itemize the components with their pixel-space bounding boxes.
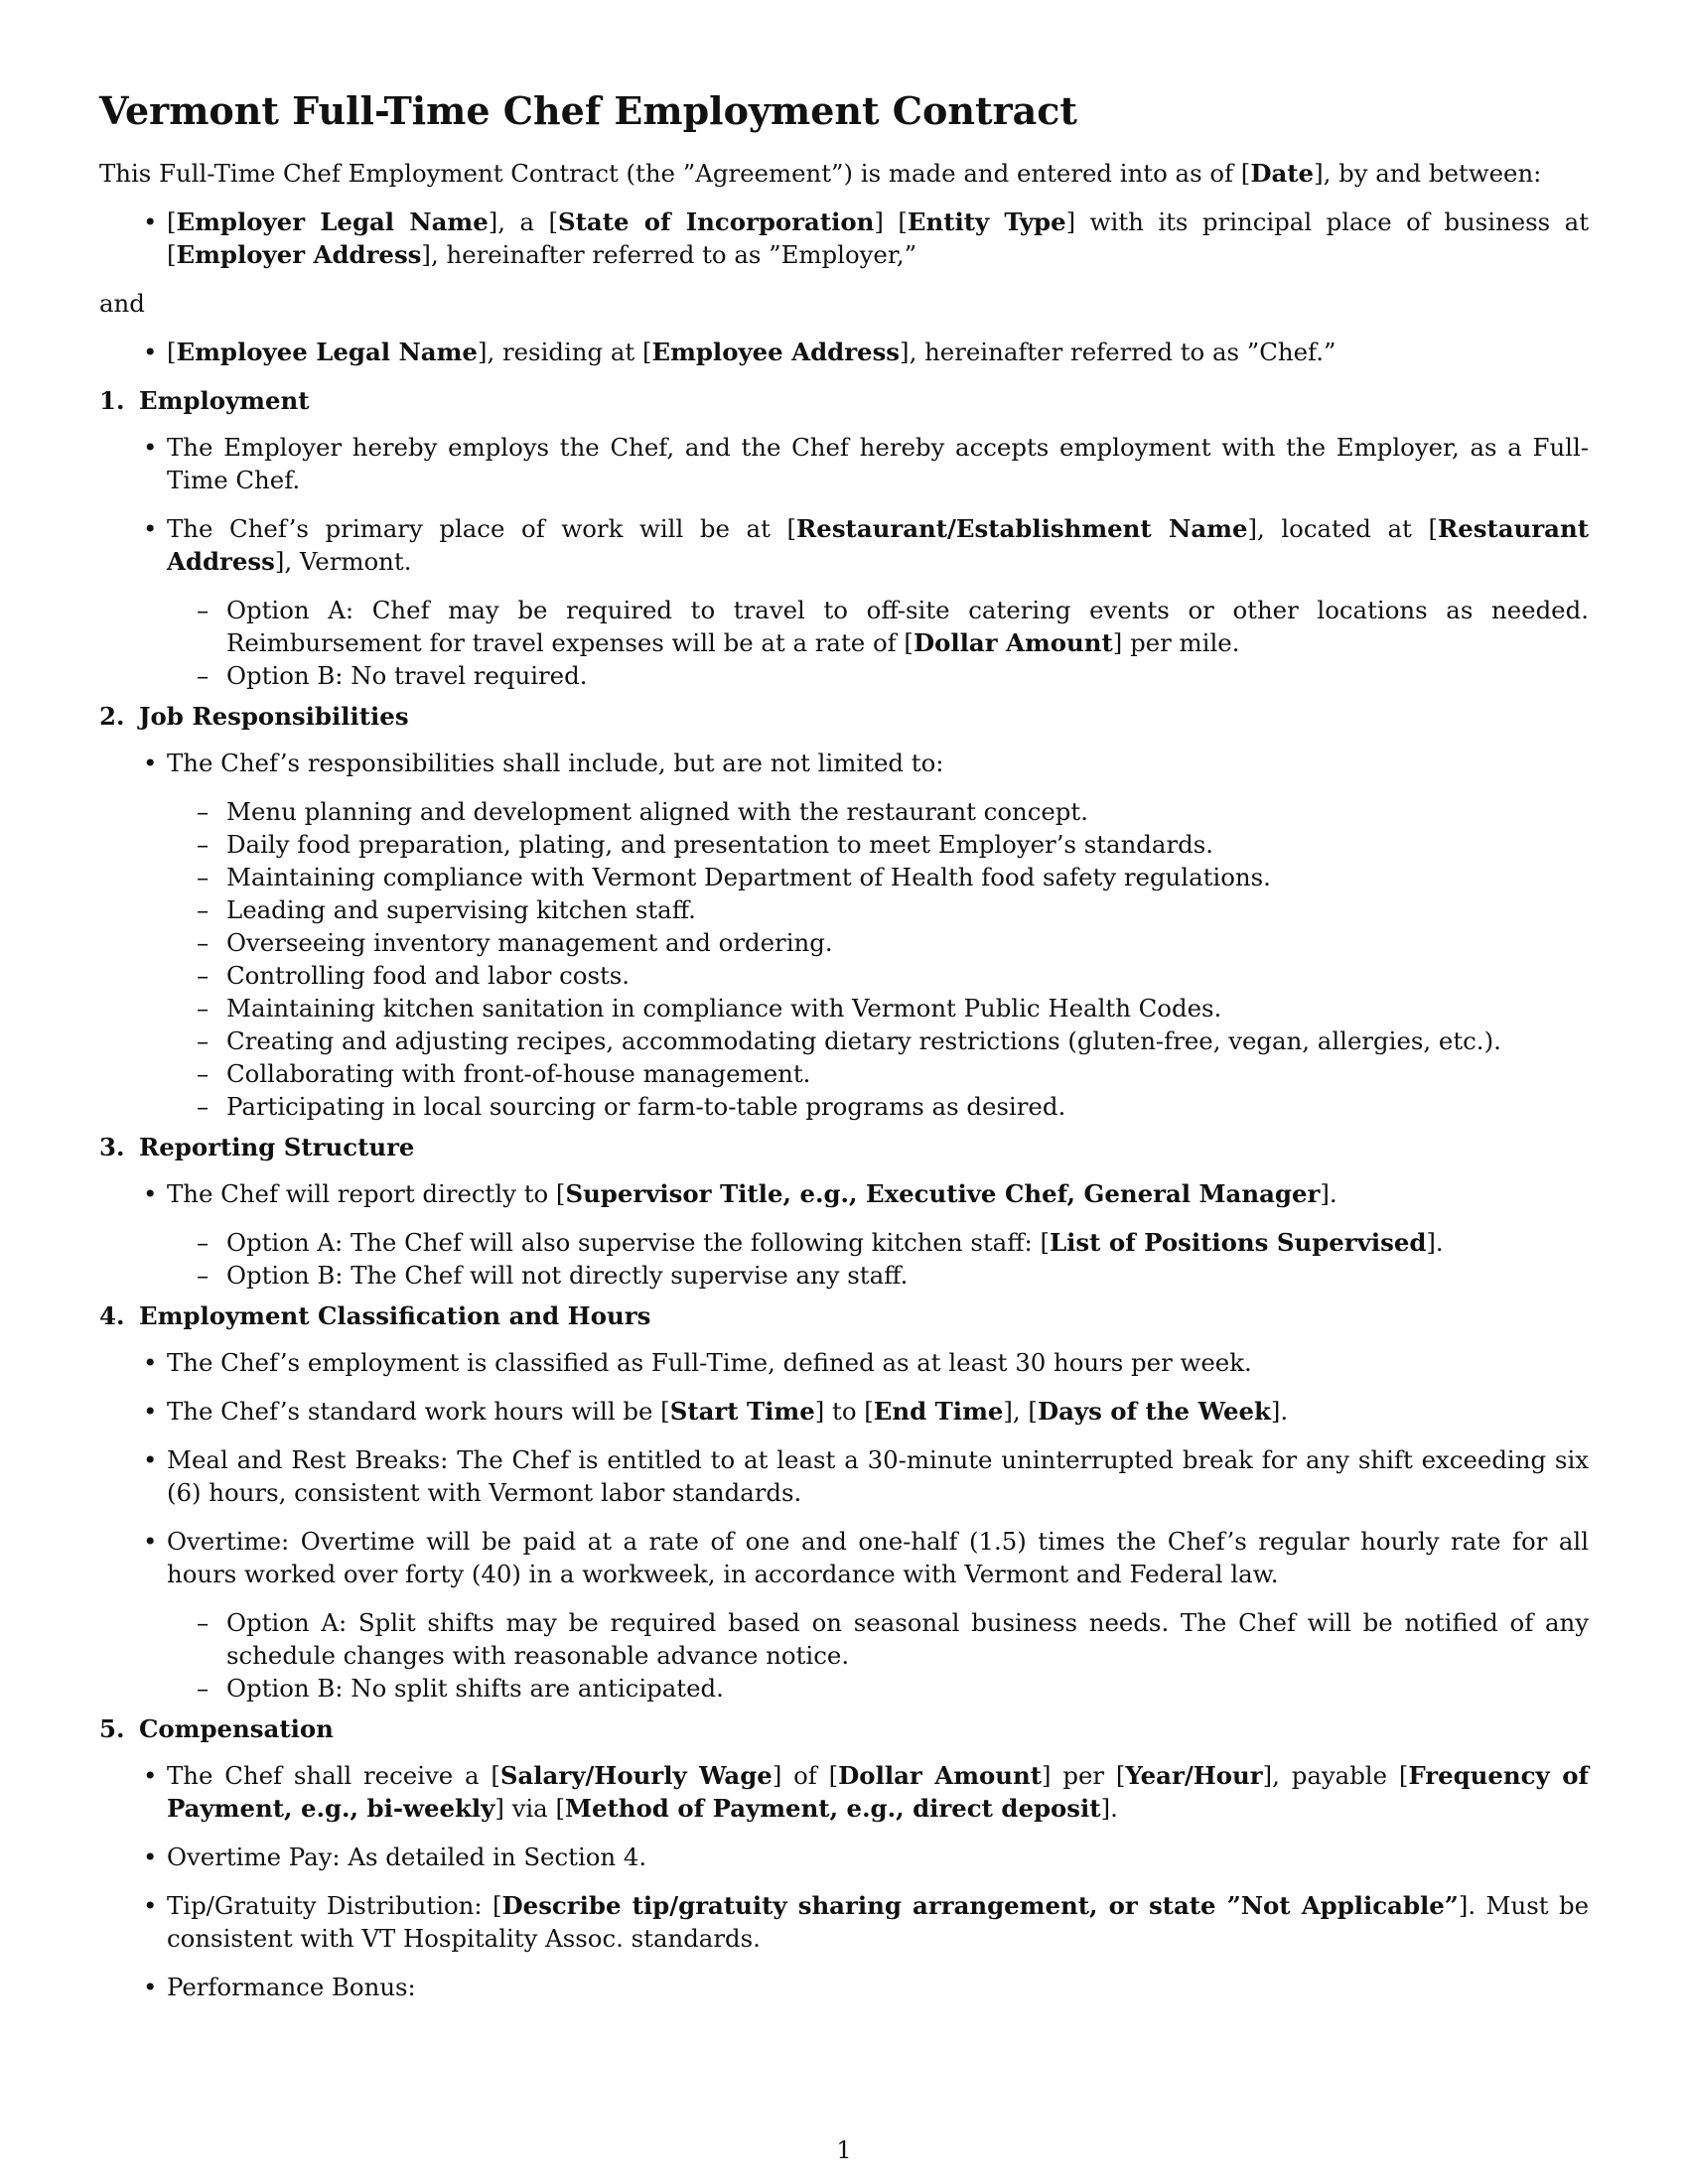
state-placeholder: State of Incorporation [558, 207, 875, 236]
s4-option-b: – Option B: No split shifts are anticipated. [226, 1672, 1589, 1705]
pay-frequency-placeholder: Frequency of Payment, e.g., bi-weekly [167, 1761, 1589, 1823]
s5-bullet-2: • Overtime Pay: As detailed in Section 4. [167, 1841, 1589, 1873]
section-4-heading: 4. Employment Classification and Hours [99, 1301, 651, 1330]
employer-name-placeholder: Employer Legal Name [176, 207, 489, 236]
party-employee: • [Employee Legal Name], residing at [Employee Address], hereinafter referred to as ”Chef.” [167, 336, 1589, 368]
salary-type-placeholder: Salary/Hourly Wage [499, 1761, 773, 1790]
responsibility-item: – Leading and supervising kitchen staff. [226, 893, 1589, 926]
s2-bullet-1: • The Chef’s responsibilities shall include, but are not limited to: – Menu planning and development aligned with the restaurant concept. – Daily food preparation, plating, and presentation to meet Employer’s standards. – Maintaining compliance with Vermont Department of Health food safety regulations. – Leading and supervising kitchen staff. – Overseeing inventory management and ordering. – Controlling food and labor costs. – Maintaining kitchen sanitation in compliance with Vermont Public Health Codes. – Creating and adjusting recipes, accommodating dietary restrictions (gluten-free, vegan, allergies, etc.). – Collaborating with front-of-house management. – Participating in local sourcing or farm-to-table programs as desired. [167, 747, 1589, 1123]
start-time-placeholder: Start Time [669, 1397, 815, 1426]
s5-bullet-1: • The Chef shall receive a [Salary/Hourly Wage] of [Dollar Amount] per [Year/Hour], payable [Frequency of Payment, e.g., bi-weekly] via [Method of Payment, e.g., direct deposit]. [167, 1759, 1589, 1825]
end-time-placeholder: End Time [873, 1397, 1004, 1426]
s1-bullet-2: • The Chef’s primary place of work will be at [Restaurant/Establishment Name], located at [Restaurant Address], Vermont. – Option A: Chef may be required to travel to off-site catering events or other locations as needed. Reimbursement for travel expenses will be at a rate of [Dollar Amount] per mile. – Option B: No travel required. [167, 512, 1589, 692]
s3-option-b: – Option B: The Chef will not directly supervise any staff. [226, 1259, 1589, 1292]
section-5-heading: 5. Compensation [99, 1714, 334, 1743]
responsibility-item: – Maintaining kitchen sanitation in compliance with Vermont Public Health Codes. [226, 992, 1589, 1024]
restaurant-name-placeholder: Restaurant/Establishment Name [796, 514, 1248, 543]
pay-method-placeholder: Method of Payment, e.g., direct deposit [565, 1794, 1101, 1823]
s4-bullet-3: • Meal and Rest Breaks: The Chef is entitled to at least a 30-minute uninterrupted break for any shift exceeding six (6) hours, consistent with Vermont labor standards. [167, 1443, 1589, 1509]
section-2-heading: 2. Job Responsibilities [99, 702, 409, 731]
days-of-week-placeholder: Days of the Week [1037, 1397, 1271, 1426]
s4-bullet-2: • The Chef’s standard work hours will be [Start Time] to [End Time], [Days of the Week]. [167, 1395, 1589, 1428]
employer-address-placeholder: Employer Address [176, 240, 422, 269]
entity-type-placeholder: Entity Type [907, 207, 1066, 236]
s5-bullet-4: • Performance Bonus: [167, 1971, 1589, 2003]
s4-bullet-4: • Overtime: Overtime will be paid at a rate of one and one-half (1.5) times the Chef’s regular hourly rate for all hours worked over forty (40) in a workweek, in accordance with Vermont and Federal law. – Option A: Split shifts may be required based on seasonal business needs. The Chef will be notified of any schedule changes with reasonable advance notice. – Option B: No split shifts are anticipated. [167, 1525, 1589, 1705]
and-text: and [99, 289, 145, 318]
positions-supervised-placeholder: List of Positions Supervised [1050, 1228, 1427, 1257]
pay-period-placeholder: Year/Hour [1125, 1761, 1263, 1790]
responsibilities-list [167, 795, 1589, 1123]
s4-bullet-1: • The Chef’s employment is classified as Full-Time, defined as at least 30 hours per week. [167, 1346, 1589, 1379]
document-title: Vermont Full-Time Chef Employment Contract [99, 88, 1077, 133]
section-5-body [99, 1759, 1589, 2003]
s1-bullet-1: • The Employer hereby employs the Chef, and the Chef hereby accepts employment with the Employer, as a Full-Time Chef. [167, 431, 1589, 496]
responsibility-item: – Daily food preparation, plating, and presentation to meet Employer’s standards. [226, 828, 1589, 861]
responsibility-item: – Collaborating with front-of-house management. [226, 1057, 1589, 1090]
employee-name-placeholder: Employee Legal Name [176, 338, 478, 366]
responsibility-item: – Maintaining compliance with Vermont Department of Health food safety regulations. [226, 861, 1589, 893]
section-2-body [99, 747, 1589, 1123]
mileage-amount-placeholder: Dollar Amount [913, 628, 1113, 657]
responsibility-item: – Creating and adjusting recipes, accommodating dietary restrictions (gluten-free, vegan, allergies, etc.). [226, 1024, 1589, 1057]
responsibility-item: – Controlling food and labor costs. [226, 959, 1589, 992]
section-3-body [99, 1177, 1589, 1292]
party-list-employer [99, 205, 1589, 271]
s1-option-b: – Option B: No travel required. [226, 659, 1589, 692]
responsibility-item: – Overseeing inventory management and ordering. [226, 926, 1589, 959]
s4-option-a: – Option A: Split shifts may be required based on seasonal business needs. The Chef will be notified of any schedule changes with reasonable advance notice. [226, 1606, 1589, 1672]
s5-bullet-3: • Tip/Gratuity Distribution: [Describe tip/gratuity sharing arrangement, or state ”Not Applicable”]. Must be consistent with VT Hospitality Assoc. standards. [167, 1889, 1589, 1955]
party-list-employee [99, 336, 1589, 368]
responsibility-item: – Menu planning and development aligned with the restaurant concept. [226, 795, 1589, 828]
page-number: 1 [836, 2136, 852, 2164]
employee-address-placeholder: Employee Address [651, 338, 901, 366]
section-1-heading: 1. Employment [99, 386, 310, 415]
s3-option-a: – Option A: The Chef will also supervise the following kitchen staff: [List of Positions Supervised]. [226, 1226, 1589, 1259]
party-employer: • [Employer Legal Name], a [State of Incorporation] [Entity Type] with its principal place of business at [Employer Address], hereinafter referred to as ”Employer,” [167, 205, 1589, 271]
responsibility-item: – Participating in local sourcing or farm-to-table programs as desired. [226, 1090, 1589, 1123]
section-3-heading: 3. Reporting Structure [99, 1133, 415, 1161]
s3-bullet-1: • The Chef will report directly to [Supervisor Title, e.g., Executive Chef, General Manager]. – Option A: The Chef will also supervise the following kitchen staff: [List of Positions Supervised]. – Option B: The Chef will not directly supervise any staff. [167, 1177, 1589, 1292]
section-4-body [99, 1346, 1589, 1705]
supervisor-title-placeholder: Supervisor Title, e.g., Executive Chef, General Manager [565, 1179, 1321, 1208]
intro-paragraph: This Full-Time Chef Employment Contract (the ”Agreement”) is made and entered into as of [Date], by and between: [99, 159, 1542, 188]
salary-amount-placeholder: Dollar Amount [838, 1761, 1043, 1790]
s1-option-a: – Option A: Chef may be required to travel to off-site catering events or other locations as needed. Reimbursement for travel expenses will be at a rate of [Dollar Amount] per mile. [226, 594, 1589, 659]
restaurant-address-placeholder: Restaurant Address [167, 514, 1589, 576]
tip-arrangement-placeholder: Describe tip/gratuity sharing arrangement, or state ”Not Applicable” [501, 1891, 1459, 1920]
date-placeholder: Date [1250, 159, 1315, 188]
section-1-body [99, 431, 1589, 692]
